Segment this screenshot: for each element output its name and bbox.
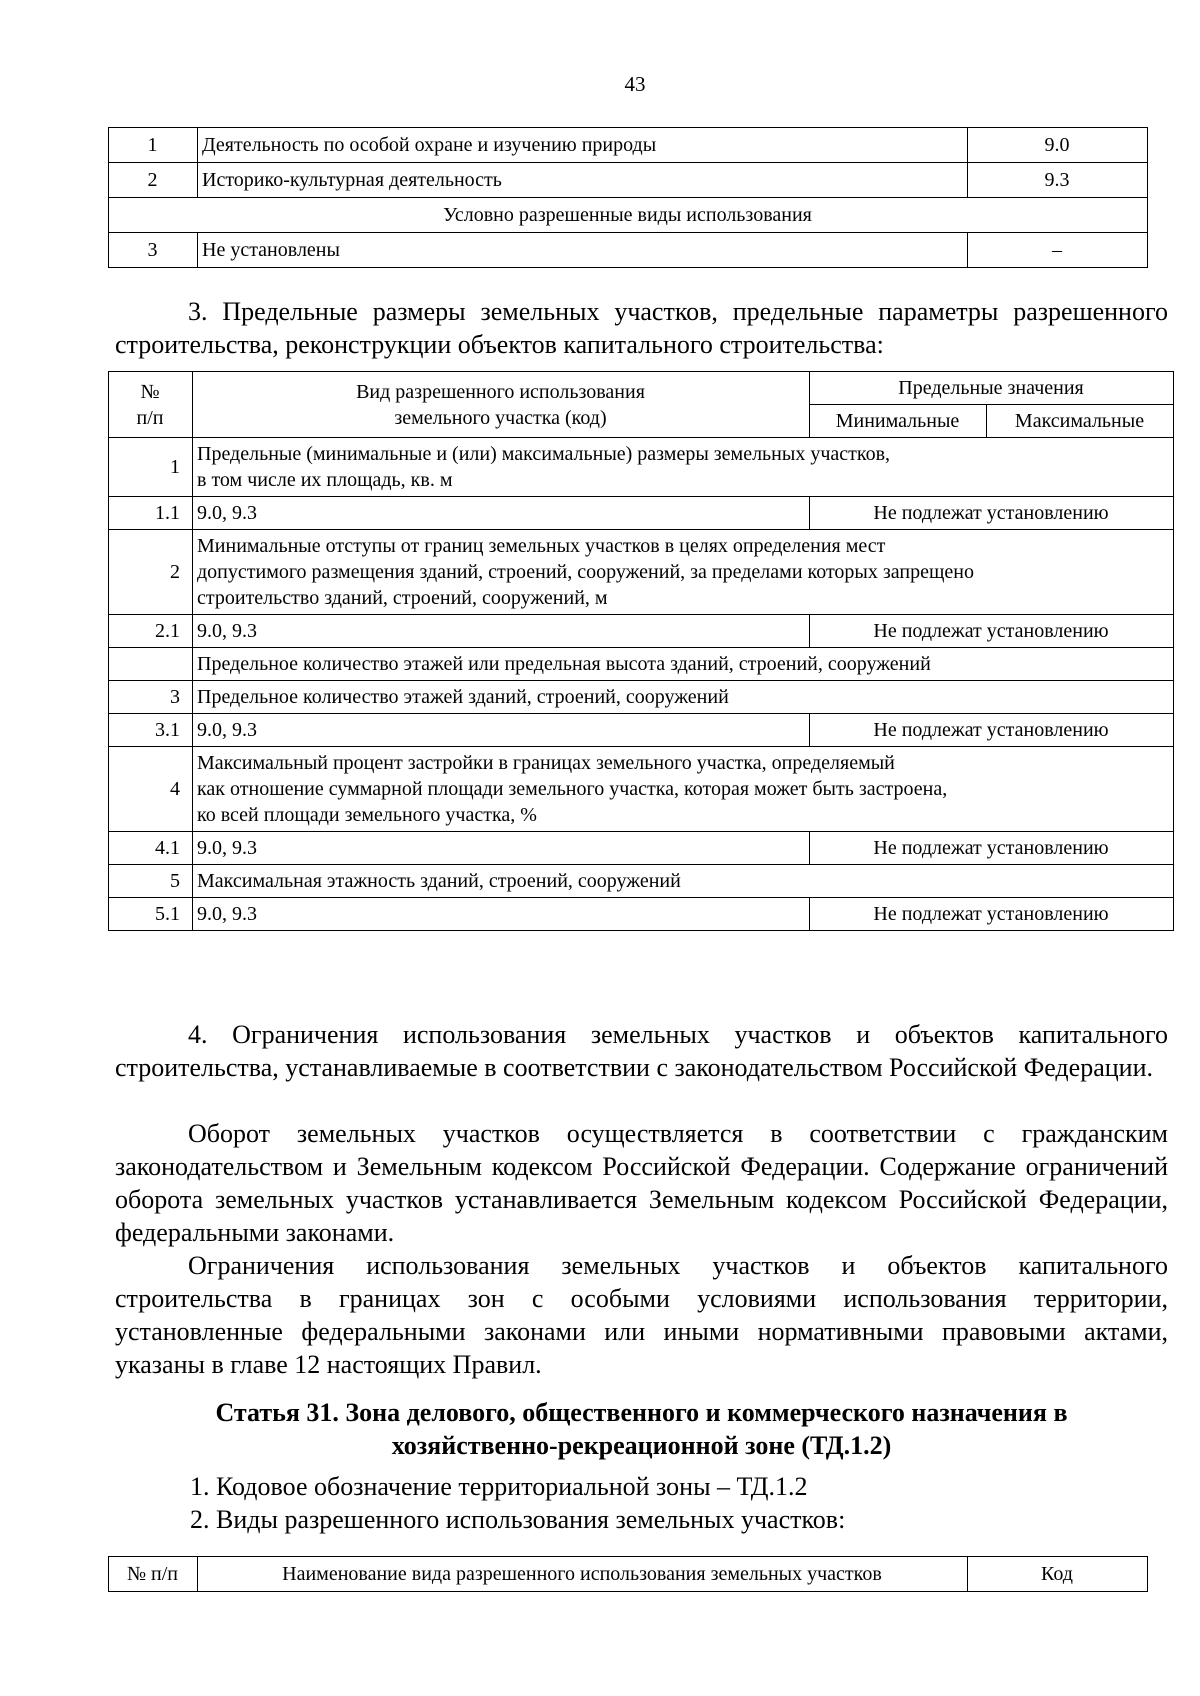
table-row <box>109 865 1174 898</box>
section-header: Условно разрешенные виды использования <box>109 198 1148 233</box>
row-number <box>109 648 193 681</box>
table-row <box>109 163 1148 198</box>
article-heading-line1: Статья 31. Зона делового, общественного и коммерческого назначения в <box>215 1398 1068 1427</box>
row-number: 1 <box>109 128 198 163</box>
parameter-description <box>193 530 1174 615</box>
row-number: 4.1 <box>109 832 193 865</box>
description-line: как отношение суммарной площади земельного участка, которая может быть застроена, <box>197 778 948 800</box>
table-row <box>109 233 1148 268</box>
table-row <box>109 128 1148 163</box>
row-number: 1 <box>109 438 193 497</box>
list-item: 1. Кодовое обозначение территориальной зоны – ТД.1.2 <box>190 1472 808 1501</box>
table-row <box>109 832 1174 865</box>
table-row <box>109 681 1174 714</box>
table-row <box>109 898 1174 931</box>
row-number: 2 <box>109 163 198 198</box>
turnover-paragraph: Оборот земельных участков осуществляется в соответствии с гражданским законодательством и Земельным кодексом Российской Федерации. Содержание ограничений оборота земельных участков устанавливается Земельным кодексом Российской Федерации, федеральными законами. <box>115 1119 1168 1247</box>
section-3-intro: 3. Предельные размеры земельных участков, предельные параметры разрешенного строительства, реконструкции объектов капитального строительства: <box>115 297 1168 359</box>
use-codes: 9.0, 9.3 <box>193 898 810 931</box>
header-number: № п/п <box>109 1557 198 1592</box>
description-line: в том числе их площадь, кв. м <box>197 469 453 491</box>
row-number: 1.1 <box>109 497 193 530</box>
row-number: 2 <box>109 530 193 615</box>
table-header-row <box>109 1557 1148 1592</box>
parameter-value: Не подлежат установлению <box>810 832 1174 865</box>
table-row <box>109 714 1174 747</box>
row-number: 4 <box>109 747 193 832</box>
restrictions-paragraph: Ограничения использования земельных участков и объектов капитального строительства в границах зон с особыми условиями использования территории, установленные федеральными законами или иными нормативными правовыми актами, указаны в главе 12 настоящих Правил. <box>115 1251 1168 1379</box>
header-limits: Предельные значения <box>810 372 1174 405</box>
use-codes: 9.0, 9.3 <box>193 497 810 530</box>
list-item: 2. Виды разрешенного использования земельных участков: <box>190 1505 846 1534</box>
use-type-name: Историко-культурная деятельность <box>198 163 968 198</box>
parameter-value: Не подлежат установлению <box>810 714 1174 747</box>
parameter-description <box>193 747 1174 832</box>
row-number: 5 <box>109 865 193 898</box>
parameter-description: Максимальная этажность зданий, строений, сооружений <box>193 865 1174 898</box>
description-line: строительство зданий, строений, сооружений, м <box>197 587 608 609</box>
header-min: Минимальные <box>810 405 987 438</box>
parameter-value: Не подлежат установлению <box>810 615 1174 648</box>
use-codes: 9.0, 9.3 <box>193 714 810 747</box>
parameter-value: Не подлежат установлению <box>810 497 1174 530</box>
parameter-description: Предельное количество этажей зданий, строений, сооружений <box>193 681 1174 714</box>
row-number: 3.1 <box>109 714 193 747</box>
parameters-table <box>108 371 1174 931</box>
header-number-line2: п/п <box>136 406 164 429</box>
table-row <box>109 530 1174 615</box>
use-type-code: 9.3 <box>968 163 1148 198</box>
description-line: Предельные (минимальные и (или) максимальные) размеры земельных участков, <box>197 443 891 465</box>
header-number <box>109 372 193 438</box>
header-use-type-line2: земельного участка (код) <box>394 406 607 429</box>
description-line: Максимальный процент застройки в границах земельного участка, определяемый <box>197 752 895 774</box>
row-number: 3 <box>109 233 198 268</box>
header-code: Код <box>968 1557 1148 1592</box>
header-use-type <box>193 372 810 438</box>
parameter-description: Предельное количество этажей или предельная высота зданий, строений, сооружений <box>193 648 1174 681</box>
parameter-value: Не подлежат установлению <box>810 898 1174 931</box>
header-use-type-line1: Вид разрешенного использования <box>356 380 645 403</box>
use-type-code: – <box>968 233 1148 268</box>
article-heading-line2: хозяйственно-рекреационной зоне (ТД.1.2) <box>391 1431 892 1460</box>
use-type-code: 9.0 <box>968 128 1148 163</box>
table-row <box>109 615 1174 648</box>
row-number: 3 <box>109 681 193 714</box>
description-line: ко всей площади земельного участка, % <box>197 804 537 826</box>
use-codes: 9.0, 9.3 <box>193 615 810 648</box>
header-max: Максимальные <box>987 405 1174 438</box>
table-section-row <box>109 198 1148 233</box>
article-heading <box>115 1396 1168 1462</box>
land-use-table-continued <box>108 127 1148 268</box>
use-type-name: Деятельность по особой охране и изучению природы <box>198 128 968 163</box>
section-4-text: 4. Ограничения использования земельных участков и объектов капитального строительства, устанавливаемые в соответствии с законодательством Российской Федерации. <box>115 1020 1168 1082</box>
parameter-description <box>193 438 1174 497</box>
use-type-name: Не установлены <box>198 233 968 268</box>
table-row <box>109 747 1174 832</box>
page-number: 43 <box>624 72 646 96</box>
description-line: Минимальные отступы от границ земельных участков в целях определения мест <box>197 535 886 557</box>
use-codes: 9.0, 9.3 <box>193 832 810 865</box>
table-header-row <box>109 372 1174 405</box>
table-row <box>109 648 1174 681</box>
table-row <box>109 497 1174 530</box>
row-number: 5.1 <box>109 898 193 931</box>
table-row <box>109 438 1174 497</box>
description-line: допустимого размещения зданий, строений, сооружений, за пределами которых запрещено <box>197 561 974 583</box>
header-use-name: Наименование вида разрешенного использования земельных участков <box>198 1557 968 1592</box>
land-use-table-header <box>108 1556 1148 1592</box>
row-number: 2.1 <box>109 615 193 648</box>
header-number-line1: № <box>140 380 160 403</box>
